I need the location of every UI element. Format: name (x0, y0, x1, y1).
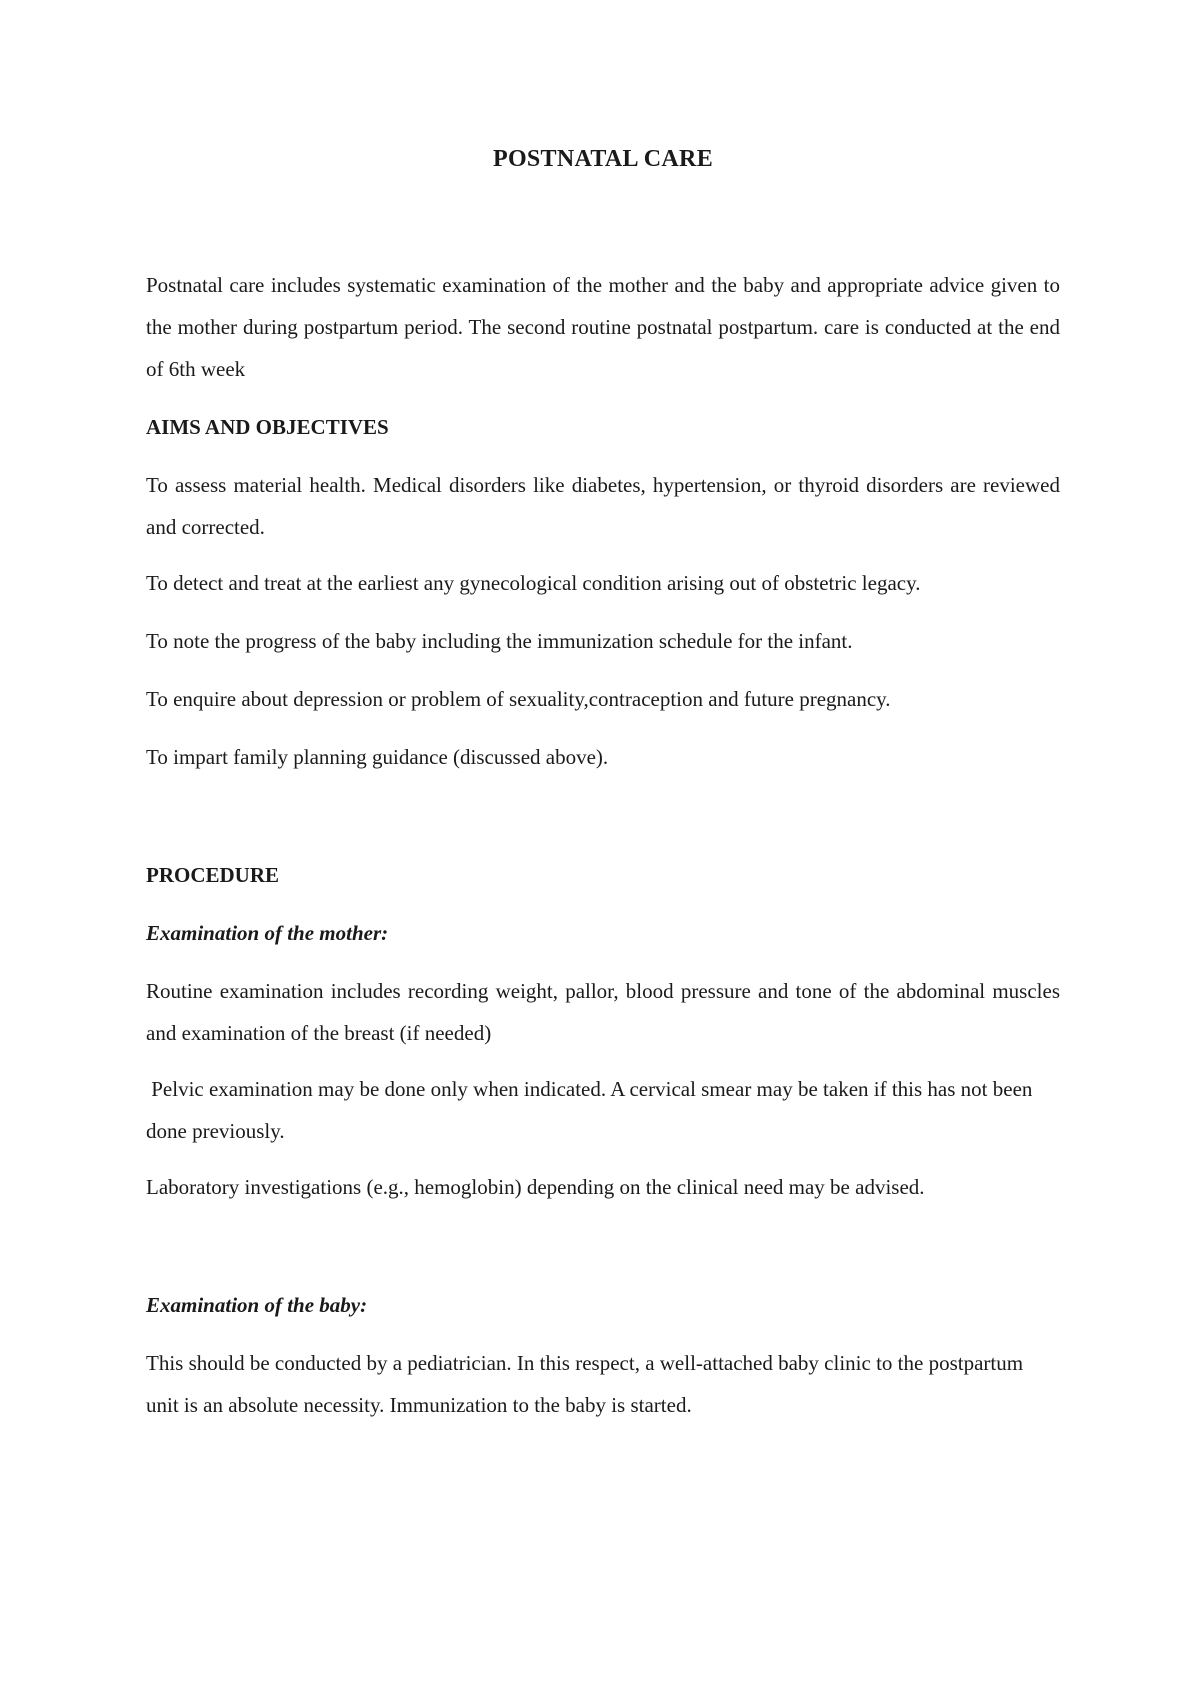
aim-item: To detect and treat at the earliest any gynecological condition arising out of obstetric legacy. (146, 571, 921, 595)
aim-item: To enquire about depression or problem of sexuality,contraception and future pregnancy. (146, 687, 891, 711)
aim-item: To assess material health. Medical disorders like diabetes, hypertension, or thyroid disorders are reviewed and corrected. (146, 473, 1060, 539)
aim-item: To impart family planning guidance (discussed above). (146, 745, 609, 769)
aim-item: To note the progress of the baby including the immunization schedule for the infant. (146, 629, 853, 653)
mother-examination-paragraph: Pelvic examination may be done only when indicated. A cervical smear may be taken if this has not been done previously. (146, 1077, 1038, 1143)
mother-examination-paragraph: Laboratory investigations (e.g., hemoglobin) depending on the clinical need may be advised. (146, 1175, 925, 1199)
document-page (146, 0, 1060, 1698)
intro-paragraph: Postnatal care includes systematic examination of the mother and the baby and appropriate advice given to the mother during postpartum period. The second routine postnatal postpartum. care is conducted at the end of 6th week (146, 273, 1060, 381)
aims-heading: AIMS AND OBJECTIVES (146, 415, 389, 439)
baby-examination-paragraph: This should be conducted by a pediatrician. In this respect, a well-attached baby clinic to the postpartum unit is an absolute necessity. Immunization to the baby is started. (146, 1351, 1024, 1417)
document-title: POSTNATAL CARE (492, 146, 713, 172)
baby-examination-heading: Examination of the baby: (146, 1293, 368, 1317)
mother-examination-paragraph: Routine examination includes recording weight, pallor, blood pressure and tone of the abdominal muscles and examination of the breast (if needed) (146, 979, 1060, 1045)
procedure-heading: PROCEDURE (146, 863, 280, 887)
mother-examination-heading: Examination of the mother: (146, 921, 389, 945)
